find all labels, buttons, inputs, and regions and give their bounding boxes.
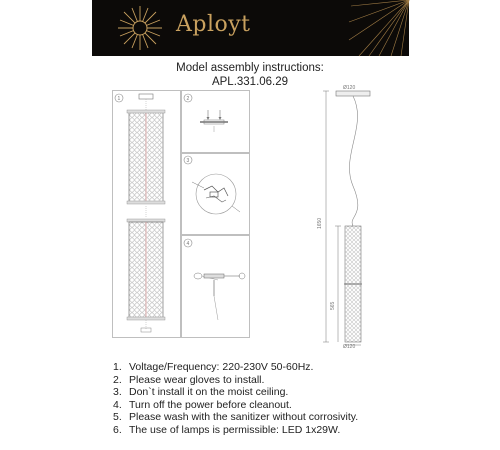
- panel-3-number: 3: [186, 158, 190, 164]
- step-number: 2.: [113, 373, 122, 386]
- list-item: [113, 399, 358, 412]
- total-height-label: 1650: [317, 217, 323, 229]
- step-text: Voltage/Frequency: 220-230V 50-60Hz.: [129, 361, 314, 373]
- step-number: 6.: [113, 423, 122, 436]
- panel-4-number: 4: [186, 241, 190, 247]
- step-text: Please wear gloves to install.: [129, 373, 265, 386]
- wiring-detail-drawing: [180, 152, 248, 234]
- step-number: 3.: [113, 386, 122, 399]
- instruction-list: [113, 361, 358, 437]
- model-code: APL.331.06.29: [211, 76, 289, 88]
- list-item: [113, 424, 358, 437]
- exploded-lamp-drawing: [112, 90, 180, 336]
- list-item: [113, 386, 358, 399]
- dimension-drawing: [318, 86, 398, 348]
- panel-1-number: 1: [117, 96, 121, 102]
- list-item: [113, 411, 358, 424]
- top-width-label: Ø120: [343, 85, 356, 91]
- panel-2-number: 2: [186, 96, 190, 102]
- step-number: 4.: [113, 398, 122, 411]
- bottom-width-label: Ø120: [343, 344, 356, 350]
- step-text: Please wash with the sanitizer without corrosivity.: [129, 411, 359, 424]
- step-number: 1.: [113, 361, 122, 373]
- cable-mount-drawing: [180, 234, 248, 336]
- document-title: Model assembly instructions:: [176, 62, 324, 74]
- step-text: Don`t install it on the moist ceiling.: [129, 386, 289, 399]
- ceiling-bracket-drawing: [180, 90, 248, 152]
- brand-name: Aployt: [176, 12, 251, 37]
- lamp-height-label: 565: [330, 301, 336, 310]
- step-number: 5.: [113, 411, 122, 424]
- step-text: Turn off the power before cleanout.: [129, 398, 292, 411]
- list-item: [113, 374, 358, 387]
- list-item: [113, 361, 358, 374]
- step-text: The use of lamps is permissible: LED 1x29W.: [129, 423, 341, 436]
